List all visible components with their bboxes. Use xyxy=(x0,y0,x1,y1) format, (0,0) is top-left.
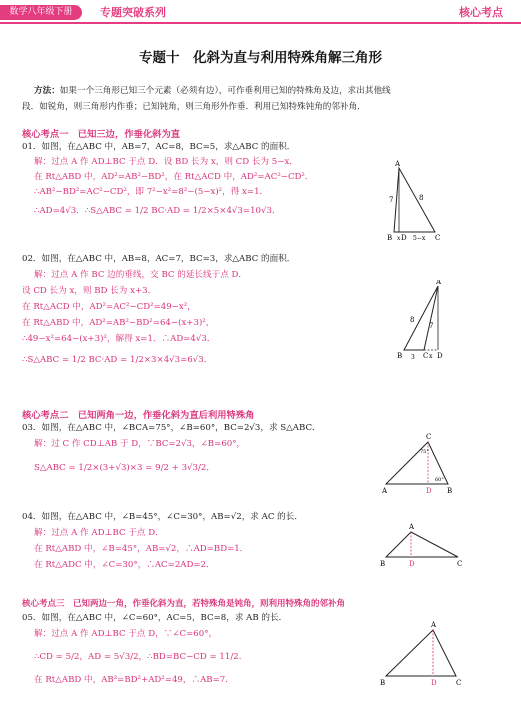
problem-2-line-4: 在 Rt△ABD 中，AD²=AB²−BD²=64−(x+3)²， xyxy=(22,318,215,328)
problem-3-line-2: S△ABC = 1/2×(3+√3)×3 = 9/2 + 3√3/2． xyxy=(34,463,215,473)
label-c: C xyxy=(435,234,441,242)
problem-1-line-4: ∴AD=4√3．∴S△ABC = 1/2 BC·AD = 1/2×5×4√3=10√3． xyxy=(34,206,281,216)
section-label: 核心考点 xyxy=(459,6,503,19)
figure-1 xyxy=(385,160,455,245)
triangle-abc xyxy=(386,630,456,676)
problem-1-line-3: ∴AB²−BD²=AC²−CD²，即 7²−x²=8²−(5−x)²，得 x=1． xyxy=(34,187,269,197)
problem-5-question: 05．如图，在△ABC 中，∠C=60°，AC=5，BC=8，求 AB 的长． xyxy=(22,613,288,623)
label-a: A xyxy=(395,160,401,168)
label-c: C xyxy=(456,679,462,687)
problem-3-line-1: 解：过 C 作 CD⊥AB 于 D，∵BC=2√3，∠B=60°， xyxy=(34,439,246,449)
triangle-abc xyxy=(394,168,435,232)
problem-1-line-1: 解：过点 A 作 AD⊥BC 于点 D．设 BD 长为 x，则 CD 长为 5−x． xyxy=(34,157,298,167)
label-b: B xyxy=(397,352,403,360)
label-c: C xyxy=(423,352,429,360)
problem-1-line-2: 在 Rt△ABD 中，AD²=AB²−BD²，在 Rt△ACD 中，AD²=AC²−CD²． xyxy=(34,172,314,182)
label-7: 7 xyxy=(429,322,434,330)
problem-2-question: 02．如图，在△ABC 中，AB=8，AC=7，BC=3，求△ABC 的面积． xyxy=(22,254,296,264)
problem-4-question: 04．如图，在△ABC 中，∠B=45°，∠C=30°，AB=√2，求 AC 的长． xyxy=(22,512,303,522)
problem-2-line-3: 在 Rt△ACD 中，AD²=AC²−CD²=49−x²， xyxy=(22,302,196,312)
book-title-tab: 数学八年级下册 xyxy=(0,5,82,20)
problem-2-line-5: ∴49−x²=64−(x+3)²，解得 x=1．∴AD=4√3． xyxy=(22,334,216,344)
problem-5-line-2: ∴CD = 5/2，AD = 5√3/2，∴BD=BC−CD = 11/2． xyxy=(34,652,248,662)
label-d: D xyxy=(426,487,432,495)
label-a: A xyxy=(409,523,415,531)
label-x: x xyxy=(397,235,401,242)
label-8: 8 xyxy=(419,194,424,202)
label-d: D xyxy=(401,234,407,242)
section-1-heading: 核心考点一 已知三边，作垂化斜为直 xyxy=(22,129,181,140)
label-3: 3 xyxy=(411,354,415,361)
label-a: A xyxy=(436,280,442,286)
method-line-1: 方法：如果一个三角形已知三个元素（必须有边），可作垂利用已知的特殊角及边，求出其他线 xyxy=(34,86,391,96)
problem-4-line-2: 在 Rt△ABD 中，∠B=45°，AB=√2，∴AD=BD=1． xyxy=(34,544,249,554)
label-c: C xyxy=(426,433,432,441)
figure-5 xyxy=(380,620,465,688)
header-divider xyxy=(0,22,521,24)
label-d: D xyxy=(437,352,443,360)
method-line-2: 段．如锐角，则三角形内作垂；已知钝角，则三角形外作垂．利用已知特殊钝角的邻补角． xyxy=(22,102,366,112)
page-title: 专题十 化斜为直与利用特殊角解三角形 xyxy=(139,50,382,66)
problem-1-question: 01．如图，在△ABC 中，AB=7，AC=8，BC=5，求△ABC 的面积． xyxy=(22,142,296,152)
label-d: D xyxy=(409,560,415,568)
label-c: C xyxy=(457,560,463,568)
label-x: x xyxy=(429,353,433,360)
figure-4 xyxy=(380,520,465,570)
label-d: D xyxy=(431,679,437,687)
label-8: 8 xyxy=(410,316,415,324)
label-7: 7 xyxy=(389,196,394,204)
problem-2-line-2: 设 CD 长为 x，则 BD 长为 x+3． xyxy=(22,286,157,296)
label-5-minus-x: 5−x xyxy=(413,235,426,242)
page-header xyxy=(0,0,521,22)
label-a: A xyxy=(431,621,437,629)
label-a: A xyxy=(382,487,388,495)
label-b: B xyxy=(387,234,393,242)
problem-4-line-3: 在 Rt△ADC 中，∠C=30°，∴AC=2AD=2． xyxy=(34,560,215,570)
figure-3 xyxy=(380,432,460,502)
figure-2 xyxy=(392,280,452,365)
problem-5-line-1: 解：过点 A 作 AD⊥BC 于点 D，∵∠C=60°， xyxy=(34,629,218,639)
label-b: B xyxy=(380,679,386,687)
problem-5-line-3: 在 Rt△ABD 中，AB²=BD²+AD²=49，∴AB=7． xyxy=(34,675,234,685)
section-2-heading: 核心考点二 已知两角一边，作垂化斜为直后利用特殊角 xyxy=(22,410,255,421)
problem-3-question: 03．如图，在△ABC 中，∠BCA=75°，∠B=60°，BC=2√3，求 S△ABC． xyxy=(22,423,321,433)
angle-75: 75° xyxy=(420,449,429,455)
problem-2-line-1: 解：过点 A 作 BC 边的垂线，交 BC 的延长线于点 D． xyxy=(34,270,248,280)
problem-4-line-1: 解：过点 A 作 AD⊥BC 于点 D． xyxy=(34,528,164,538)
problem-2-line-6: ∴S△ABC = 1/2 BC·AD = 1/2×3×4√3=6√3． xyxy=(22,355,213,365)
section-3-heading: 核心考点三 已知两边一角，作垂化斜为直，若特殊角是钝角，则利用特殊角的邻补角 xyxy=(22,599,346,609)
angle-60: 60° xyxy=(435,477,444,483)
series-title: 专题突破系列 xyxy=(100,6,166,19)
label-b: B xyxy=(380,560,386,568)
label-b: B xyxy=(447,487,453,495)
method-label: 方法： xyxy=(34,86,60,96)
triangle-abc xyxy=(386,532,458,557)
